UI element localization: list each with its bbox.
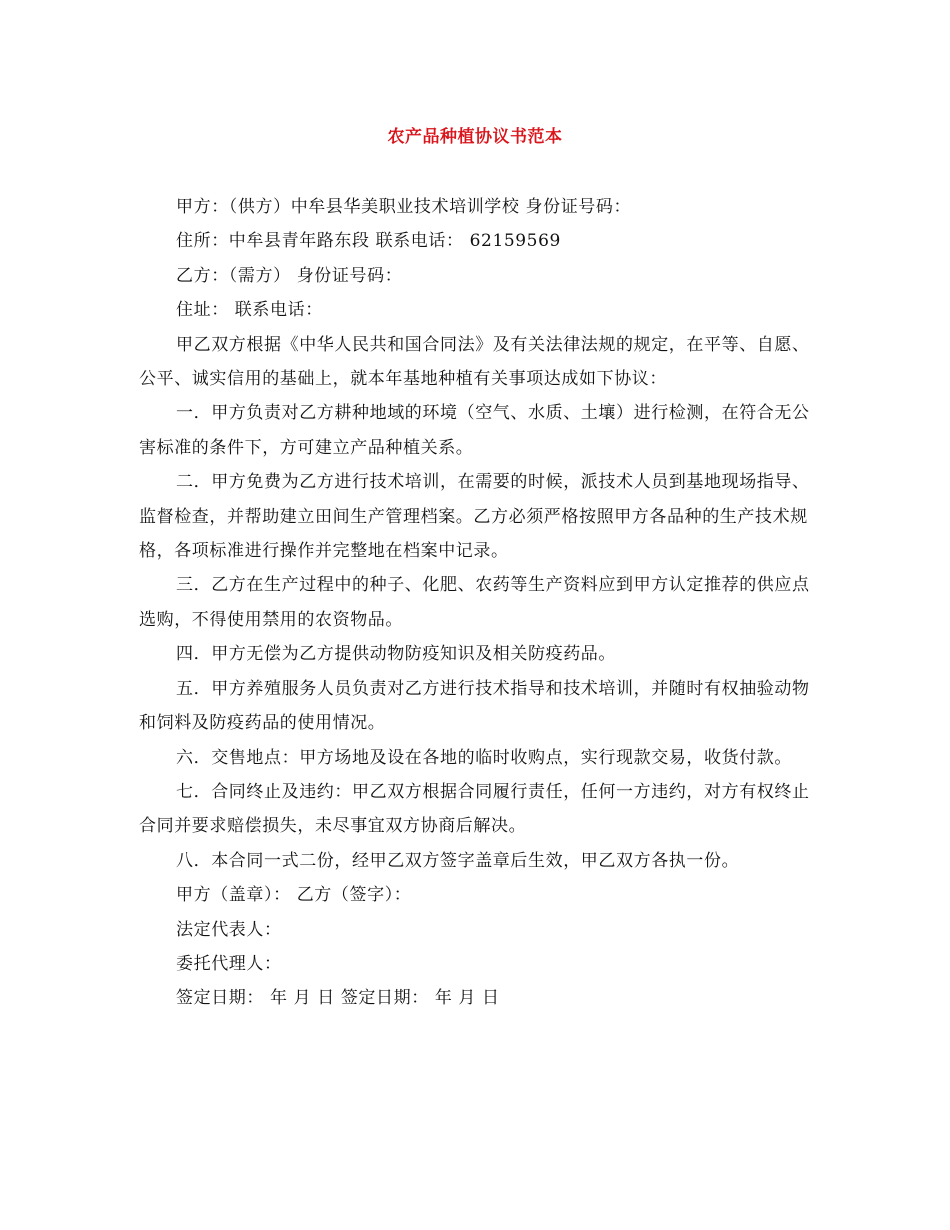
- clause-6: 六．交售地点：甲方场地及设在各地的临时收购点，实行现款交易，收货付款。: [176, 747, 792, 768]
- preamble-paragraph: 甲乙双方根据《中华人民共和国合同法》及有关法律法规的规定，在平等、自愿、公平、诚实信用的基础上，就本年基地种植有关事项达成如下协议：: [139, 334, 810, 390]
- party-b-address-line: 住址： 联系电话：: [176, 300, 323, 321]
- clause-1: 一．甲方负责对乙方耕种地域的环境（空气、水质、土壤）进行检测，在符合无公害标准的条件下，方可建立产品种植关系。: [139, 403, 810, 458]
- signature-seals-line: 甲方（盖章）： 乙方（签字）：: [176, 885, 412, 906]
- clause-5: 五．甲方养殖服务人员负责对乙方进行技术指导和技术培训，并随时有权抽验动物和饲料及防疫药品的使用情况。: [139, 678, 810, 734]
- clause-2: 二．甲方免费为乙方进行技术培训，在需要的时候，派技术人员到基地现场指导、监督检查，并帮助建立田间生产管理档案。乙方必须严格按照甲方各品种的生产技术规格，各项标准进行操作并完整地在档案中记录。: [139, 472, 810, 562]
- clause-3: 三．乙方在生产过程中的种子、化肥、农药等生产资料应到甲方认定推荐的供应点选购，不得使用禁用的农资物品。: [139, 575, 810, 630]
- party-b-line: 乙方：（需方） 身份证号码：: [176, 265, 403, 286]
- document-body: [139, 190, 819, 1016]
- clause-4: 四．甲方无偿为乙方提供动物防疫知识及相关防疫药品。: [176, 644, 616, 665]
- clause-8: 八．本合同一式二份，经甲乙双方签字盖章后生效，甲乙双方各执一份。: [176, 850, 740, 871]
- party-a-address-line: 住所：中牟县青年路东段 联系电话： 62159569: [176, 231, 561, 252]
- party-a-line: 甲方：（供方）中牟县华美职业技术培训学校 身份证号码：: [176, 197, 632, 217]
- signing-dates-line: 签定日期： 年 月 日 签定日期： 年 月 日: [176, 988, 500, 1009]
- authorized-agent-line: 委托代理人：: [176, 953, 282, 974]
- legal-representative-line: 法定代表人：: [176, 919, 282, 940]
- document-title: 农产品种植协议书范本: [387, 127, 563, 147]
- clause-7: 七．合同终止及违约：甲乙双方根据合同履行责任，任何一方违约，对方有权终止合同并要求赔偿损失，未尽事宜双方协商后解决。: [139, 781, 810, 837]
